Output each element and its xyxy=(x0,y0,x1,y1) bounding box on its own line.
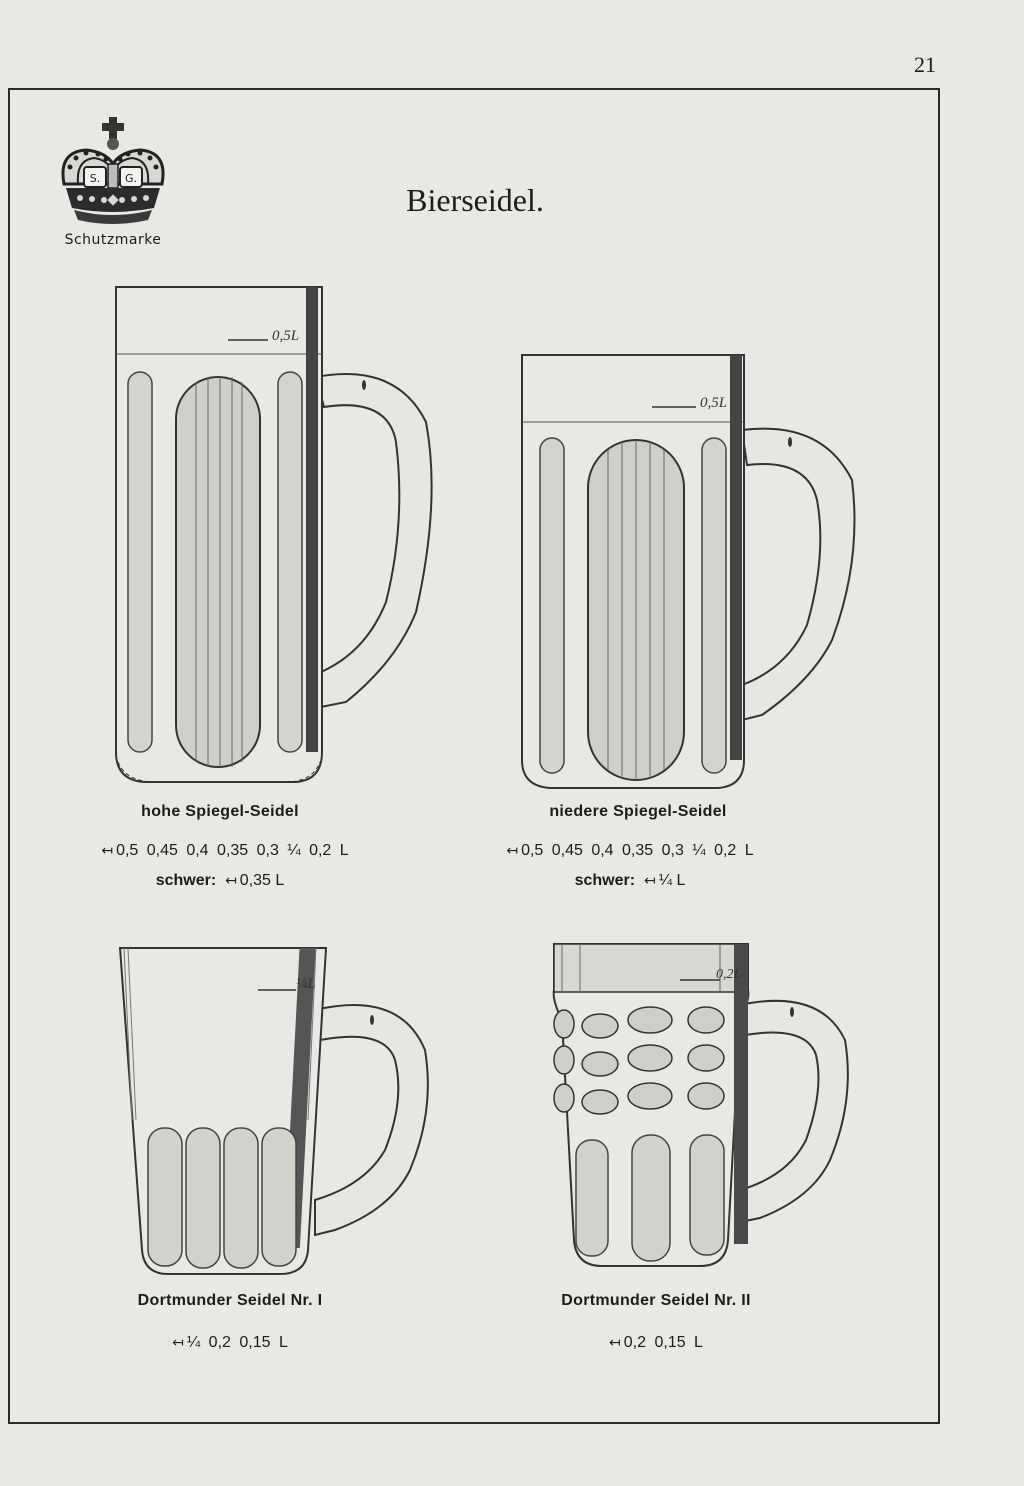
size-arrow-icon: ↤ xyxy=(172,1334,184,1350)
fill-mark-2: 0,5L xyxy=(700,395,728,411)
product-heavy-1 xyxy=(60,872,380,890)
product-sizes-3 xyxy=(100,1334,360,1352)
product-sizes-4 xyxy=(546,1334,766,1352)
heavy-label-1: schwer: xyxy=(155,872,217,889)
product-name-3: Dortmunder Seidel Nr. I xyxy=(137,1292,323,1309)
fill-mark-1: 0,5L xyxy=(272,328,300,344)
heavy-label-2: schwer: xyxy=(574,872,636,889)
trademark-label: Schutzmarke xyxy=(64,232,162,248)
size-arrow-icon: ↤ xyxy=(643,872,656,888)
product-name-1: hohe Spiegel-Seidel xyxy=(141,803,299,820)
fill-mark-3: ¼L xyxy=(296,976,316,992)
size-arrow-icon: ↤ xyxy=(101,842,114,858)
sizes-list-1: 0,5 0,45 0,4 0,35 0,3 ¼ 0,2 L xyxy=(116,842,349,859)
sizes-list-4: 0,2 0,15 L xyxy=(623,1334,703,1351)
size-arrow-icon: ↤ xyxy=(225,872,237,888)
size-arrow-icon: ↤ xyxy=(609,1334,621,1350)
page-title: Bierseidel. xyxy=(406,182,544,218)
product-name-4: Dortmunder Seidel Nr. II xyxy=(561,1292,751,1309)
product-sizes-1 xyxy=(40,842,410,860)
drawing-hohe-spiegel-seidel xyxy=(96,282,436,792)
trademark-letter-s: S. xyxy=(89,172,101,185)
crown-icon xyxy=(48,112,178,227)
product-name-2: niedere Spiegel-Seidel xyxy=(549,803,727,820)
sizes-list-3: ¼ 0,2 0,15 L xyxy=(186,1334,288,1351)
size-arrow-icon: ↤ xyxy=(506,842,519,858)
drawing-niedere-spiegel-seidel xyxy=(512,350,872,792)
heavy-sizes-1: 0,35 L xyxy=(239,872,285,889)
page-number: 21 xyxy=(914,52,936,77)
drawing-dortmunder-seidel-1 xyxy=(110,940,440,1280)
trademark xyxy=(48,112,178,262)
fill-mark-4: 0,2L xyxy=(716,967,742,982)
trademark-letter-g: G. xyxy=(124,172,138,185)
drawing-dortmunder-seidel-2 xyxy=(540,940,860,1270)
product-heavy-2 xyxy=(470,872,790,890)
product-sizes-2 xyxy=(440,842,820,860)
heavy-sizes-2: ¼ L xyxy=(658,872,686,889)
sizes-list-2: 0,5 0,45 0,4 0,35 0,3 ¼ 0,2 L xyxy=(521,842,754,859)
